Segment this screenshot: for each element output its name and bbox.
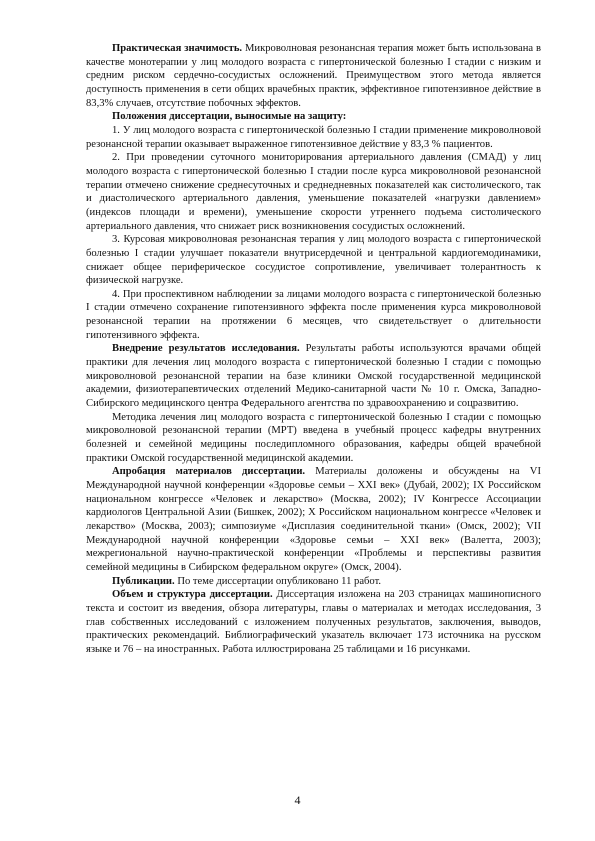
provision-item: 3. Курсовая микроволновая резонансная терапия у лиц молодого возраста с гипертонической болезнью I стадии улучшает показатели внутрисердечной и центральной кардиогемодинамики, снижает общее периферическое сосудистое сопротивление, увеличивает толерантность к физической нагрузке. xyxy=(86,234,541,287)
page-body xyxy=(86,42,541,657)
publications-text: По теме диссертации опубликовано 11 работ. xyxy=(174,575,382,587)
approbation-paragraph xyxy=(86,465,541,574)
implementation-text: Результаты работы используются врачами общей практики для лечения лиц молодого возраста с гипертонической болезнью I стадии с помощью микроволновой резонансной терапии на базе клиники Омской государственной медицинской академии, физиотерапевтических отделений Медико-санитарной части № 10 г. Омска, Западно-Сибирского медицинского центра Федерального агентства по здравоохранению и соцразвитию. xyxy=(86,343,541,410)
significance-paragraph xyxy=(86,42,541,110)
implementation-paragraph-2: Методика лечения лиц молодого возраста с гипертонической болезнью I стадии с помощью микроволновой резонансной терапии (МРТ) введена в учебный процесс кафедры внутренних болезней и семейной медицины последипломного образования, кафедры общей врачебной практики Омской государственной медицинской академии. xyxy=(86,411,541,464)
approbation-text: Материалы доложены и обсуждены на VI Международной научной конференции «Здоровье семьи – XXI век» (Дубай, 2002); IX Российском национальном конгрессе «Человек и лекарство» (Москва, 2002); IV Конгрессе Ассоциации кардиологов Центральной Азии (Бишкек, 2002); X Российском национальном конгрессе «Человек и лекарство» (Москва, 2003); симпозиуме «Дисплазия соединительной ткани» (Омск, 2002); VII Международной научной конференции «Здоровье семьи – XXI век» (Валетта, 2003); межрегиональной научно-практической конференции «Проблемы и перспективы развития семейной медицины в Сибирском федеральном округе» (Омск, 2004). xyxy=(86,466,541,573)
structure-paragraph xyxy=(86,588,541,656)
publications-heading: Публикации. xyxy=(112,575,175,587)
provisions-heading: Положения диссертации, выносимые на защиту: xyxy=(112,111,347,123)
implementation-heading: Внедрение результатов исследования. xyxy=(112,343,300,355)
significance-heading: Практическая значимость. xyxy=(112,43,243,54)
publications-paragraph xyxy=(86,575,541,589)
page-number: 4 xyxy=(294,793,301,807)
provision-item: 2. При проведении суточного мониторирования артериального давления (СМАД) у лиц молодого возраста с гипертонической болезнью I стадии после курса микроволновой резонансной терапии отмечено снижение среднесуточных и среднедневных показателей как систолического, так и диастолического артериального давления, уменьшение показателей «нагрузки давлением» (индексов площади и времени), уменьшение скорости утреннего подъема систолического артериального давления, что снижает риск возникновения сосудистых осложнений. xyxy=(86,152,541,232)
provision-item: 4. При проспективном наблюдении за лицами молодого возраста с гипертонической болезнью I стадии отмечено сохранение гипотензивного эффекта после применения курса микроволновой резонансной терапии на протяжении 6 месяцев, что свидетельствует о длительности гипотензивного эффекта. xyxy=(86,288,541,341)
provision-item: 1. У лиц молодого возраста с гипертонической болезнью I стадии применение микроволновой резонансной терапии оказывает выраженное гипотензивное действие у 83,3 % пациентов. xyxy=(86,124,541,150)
significance-text: Микроволновая резонансная терапия может быть использована в качестве монотерапии у лиц молодого возраста с гипертонической болезнью I стадии с низким и средним риском сердечно-сосудистых осложнений. Преимуществом этого метода является доступность применения в сети общих врачебных практик, эффективное гипотензивное действие в 83,3% случаев, отсутствие побочных эффектов. xyxy=(86,43,541,109)
structure-heading: Объем и структура диссертации. xyxy=(112,589,273,601)
approbation-heading: Апробация материалов диссертации. xyxy=(112,466,306,478)
implementation-paragraph xyxy=(86,342,541,410)
structure-text: Диссертация изложена на 203 страницах машинописного текста и состоит из введения, обзора литературы, главы о материалах и методах исследования, 3 глав собственных исследований с изложением полученных результатов, заключения, выводов, практических рекомендаций. Библиографический указатель включает 173 источника на русском языке и 76 – на иностранных. Работа иллюстрирована 25 таблицами и 16 рисунками. xyxy=(86,589,541,655)
